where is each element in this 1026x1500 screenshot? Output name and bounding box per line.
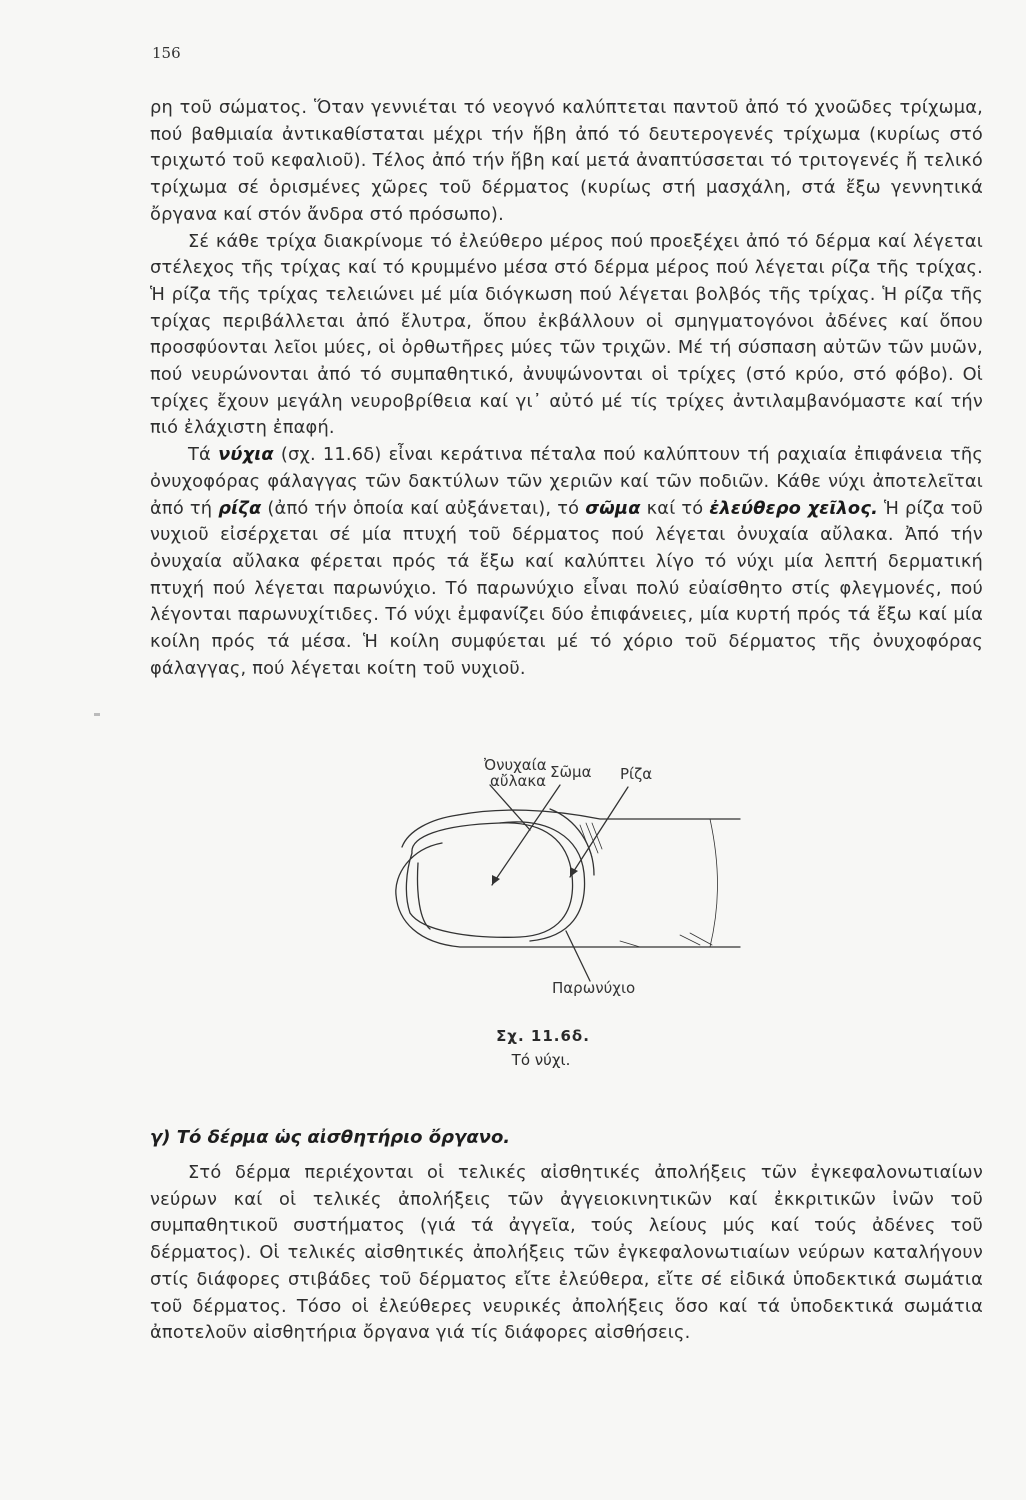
knuckle-curve	[710, 819, 718, 947]
paragraph-skin-sensory: Στό δέρμα περιέχονται οἱ τελικές αἰσθητικές ἀπολήξεις τῶν ἐγκεφαλονωτιαίων νεύρων καί οἱ τελικές ἀπολήξεις τῶν ἀγγειοκινητικῶν καί ἐκκριτικῶν ἰνῶν τοῦ συμπαθητικοῦ συστήματος (γιά τά ἀγγεῖα, τούς λείους μύς καί τούς ἀδένες τοῦ δέρματος). Οἱ τελικές αἰσθητικές ἀπολήξεις τῶν ἐγκεφαλονωτιαίων νεύρων καταλήγουν στίς διάφορες στιβάδες τοῦ δέρματος εἴτε ἐλεύθερα, εἴτε σέ εἰδικά ὑποδεκτικά σωμάτια τοῦ δέρματος. Τόσο οἱ ἐλεύθερες νευρικές ἀπολήξεις ὅσο καί τά ὑποδεκτικά σωμάτια ἀποτελοῦν αἰσθητήρια ὄργανα γιά τίς διάφορες αἰσθήσεις.	[150, 1162, 983, 1344]
finger-top-edge	[458, 810, 740, 819]
label-paronychium: Παρωνύχιο	[552, 979, 636, 997]
page-number: 156	[152, 44, 181, 62]
label-body: Σῶμα	[550, 763, 592, 781]
label-nail-groove-line1: Ὀνυχαία	[484, 756, 547, 774]
figure-caption-title: Τό νύχι.	[511, 1051, 571, 1069]
scan-mark	[94, 713, 100, 716]
paragraph-nails	[150, 442, 983, 682]
figure-caption-number: Σχ. 11.6δ.	[496, 1027, 590, 1045]
shade-6	[620, 941, 640, 947]
nails-text-2: (σχ. 11.6δ) εἶναι κεράτινα πέταλα πού καλύπτουν τή ραχιαία ἐπιφάνεια τῆς ὀνυχοφόρας φάλαγγας τῶν δακτύλων τῶν χεριῶν καί τῶν ποδιῶν. Κάθε νύχι ἀποτελεῖται ἀπό τή	[150, 444, 984, 519]
leader-root	[570, 787, 628, 877]
arrowhead-body	[492, 875, 500, 885]
nails-text-5: Ἡ ρίζα τοῦ νυχιοῦ εἰσέρχεται σέ μία πτυχή τοῦ δέρματος πού λέγεται ὀνυχαία αὔλακα. Ἀπό τήν ὀνυχαία αὔλακα φέρεται πρός τά ἔξω καί καλύπτει λίγο τό νύχι μία λεπτή δερματική πτυχή πού λέγεται παρωνύχιο. Τό παρωνύχιο εἶναι πολύ εὐαίσθητο στίς φλεγμονές, πού λέγονται παρωνυχίτιδες. Τό νύχι ἐμφανίζει δύο ἐπιφάνειες, μία κυρτή πρός τά ἔξω καί μία κοίλη πρός τά μέσα. Ἡ κοίλη συμφύεται μέ τό χόριο τοῦ δέρματος τῆς ὀνυχοφόρας φάλαγγας, πού λέγεται κοίτη τοῦ νυχιοῦ.	[150, 497, 983, 679]
arrowhead-root	[570, 867, 578, 877]
label-nail-groove-line2: αὔλακα	[490, 772, 547, 790]
nail-figure	[380, 745, 760, 1005]
term-nails: νύχια	[218, 444, 274, 466]
body-text-lower	[150, 1160, 983, 1347]
section-heading: γ) Τό δέρμα ὡς αἰσθητήριο ὄργανο.	[150, 1127, 511, 1148]
nail-inner-curve	[418, 863, 431, 929]
shade-5	[690, 933, 712, 945]
nails-text-3: (ἀπό τήν ὁποία καί αὐξάνεται), τό	[261, 497, 586, 519]
paragraph-hair-structure: Σέ κάθε τρίχα διακρίνομε τό ἐλεύθερο μέρος πού προεξέχει ἀπό τό δέρμα καί λέγεται στέλεχος τῆς τρίχας καί τό κρυμμένο μέσα στό δέρμα μέρος πού λέγεται ρίζα τῆς τρίχας. Ἡ ρίζα τῆς τρίχας τελειώνει μέ μία διόγκωση πού λέγεται βολβός τῆς τρίχας. Ἡ ρίζα τῆς τρίχας περιβάλλεται ἀπό ἔλυτρα, ὅπου ἐκβάλλουν οἱ σμηγματογόνοι ἀδένες καί ὅπου προσφύονται λεῖοι μύες, οἱ ὀρθωτῆρες μύες τῶν τριχῶν. Μέ τή σύσπαση αὐτῶν τῶν μυῶν, πού νευρώνονται ἀπό τό συμπαθητικό, ἀνυψώνονται οἱ τρίχες (στό κρύο, στό φόβο). Οἱ τρίχες ἔχουν μεγάλη νευροβρίθεια καί γι᾽ αὐτό μέ τίς τρίχες ἀντιλαμβανόμαστε καί τήν πιό ἐλάχιστη ἐπαφή.	[150, 230, 983, 439]
term-free-edge: ἐλεύθερο χεῖλος.	[709, 497, 879, 519]
leader-paronychium	[566, 931, 590, 981]
nails-text-1: Τά	[188, 444, 219, 466]
nail-plate	[406, 823, 572, 937]
label-root: Ρίζα	[620, 765, 653, 783]
nail-fold-arc	[550, 809, 594, 875]
body-text-upper	[150, 95, 983, 682]
finger-tip-curve	[402, 815, 458, 847]
nails-text-4: καί τό	[640, 497, 710, 519]
paragraph-hair-development: ρη τοῦ σώματος. Ὅταν γεννιέται τό νεογνό καλύπτεται παντοῦ ἀπό τό χνοῶδες τρίχωμα, πού βαθμιαία ἀντικαθίσταται μέχρι τήν ἥβη ἀπό τό δευτερογενές τρίχωμα (κυρίως στό τριχωτό τοῦ κεφαλιοῦ). Τέλος ἀπό τήν ἥβη καί μετά ἀναπτύσσεται τό τριτογενές ἤ τελικό τρίχωμα σέ ὁρισμένες χῶρες τοῦ δέρματος (κυρίως στή μασχάλη, στά ἔξω γεννητικά ὄργανα καί στόν ἄνδρα στό πρόσωπο).	[150, 97, 983, 225]
nail-illustration	[380, 745, 760, 1005]
term-body: σῶμα	[585, 497, 641, 519]
term-root: ρίζα	[218, 497, 262, 519]
